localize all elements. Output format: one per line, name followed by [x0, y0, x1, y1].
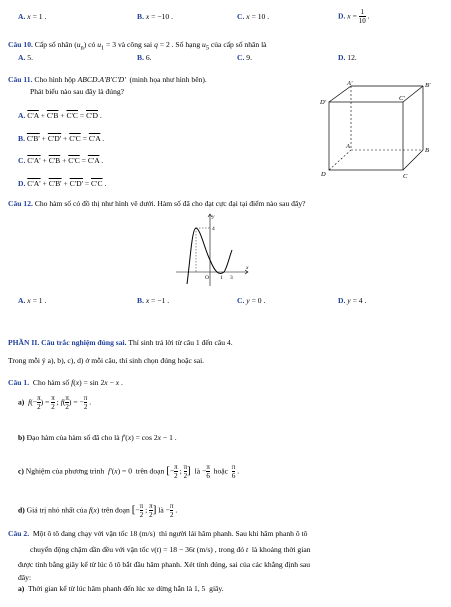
q11-option-b: B. C'B' + C'D' + C'C = C'A .	[18, 134, 105, 143]
origin-label: O	[205, 275, 209, 281]
label-d-prime: D'	[320, 99, 327, 106]
function-graph	[172, 210, 252, 288]
p2q2-line2: chuyển động chậm dần đều với vận tốc v(t) = 18 − 36t (m/s) , trong đó t là khoảng thời gian	[30, 545, 311, 554]
p2q1-d: d) Giá trị nhỏ nhất của f(x) trên đoạn [− $\frac{\pi}{2}$ ; $\frac{\pi}{2}$ ] là − $\frac{\pi}{2}$ .	[18, 502, 178, 519]
q9-option-c: C. x = 10 .	[237, 12, 270, 21]
q12-stem: Câu 12. Cho hàm số có đồ thị như hình vẽ dưới. Hàm số đã cho đạt cực đại tại điểm nào sau đây?	[8, 199, 306, 208]
part2-instruction: Trong mỗi ý a), b), c), d) ở mỗi câu, thí sinh chọn đúng hoặc sai.	[8, 356, 205, 365]
part2-title: PHẦN II. Câu trắc nghiệm đúng sai. Thí sinh trả lời từ câu 1 đến câu 4.	[8, 338, 233, 347]
label-a-prime: A'	[347, 80, 353, 87]
p2q1-c: c) Nghiệm của phương trình f'(x) = 0 trên đoạn [− $\frac{\pi}{2}$ ; $\frac{\pi}{2}$ ] là − $\frac{\pi}{6}$ hoặc $\frac{\pi}{6}$ .	[18, 463, 240, 480]
p2q1-stem: Câu 1. Cho hàm số f(x) = sin 2x − x .	[8, 378, 123, 387]
q11-stem-line2: Phát biểu nào sau đây là đúng?	[30, 87, 125, 96]
q9-option-a: A. x = 1 .	[18, 12, 47, 21]
p2q2-line1: Câu 2. Một ô tô đang chạy với vận tốc 18 (m/s) thì người lái hãm phanh. Sau khi hãm phanh ô tô	[8, 529, 308, 538]
label-b-prime: B'	[425, 82, 431, 89]
q12-option-d: D. y = 4 .	[338, 296, 367, 305]
q12-option-b: B. x = −1 .	[137, 296, 170, 305]
q9-option-b: B. x = −10 .	[137, 12, 174, 21]
label-c: C	[403, 173, 408, 180]
q9-option-d: D. x = $\frac{1}{10}$ .	[338, 8, 370, 25]
q12-option-a: A. x = 1 .	[18, 296, 47, 305]
q10-stem: Câu 10. Cấp số nhân $(u_n)$ có $u_1 = 3$ và công sai q = 2 . Số hạng $u_5$ của cấp số nhân là	[8, 40, 267, 52]
q11-option-a: A. C'A + C'B + C'C = C'D .	[18, 111, 102, 120]
parallelepiped-figure	[315, 80, 440, 182]
q11-option-d: D. C'A' + C'B' + C'D' = C'C .	[18, 179, 107, 188]
q10-option-b: B. 6.	[137, 53, 152, 62]
q10-option-a: A. 5.	[18, 53, 33, 62]
label-b: B	[425, 147, 429, 154]
q12-option-c: C. y = 0 .	[237, 296, 266, 305]
q10-option-c: C. 9.	[237, 53, 252, 62]
p2q1-b: b) Đạo hàm của hàm số đã cho là f'(x) = cos 2x − 1 .	[18, 433, 177, 442]
q11-option-c: C. C'A' + C'B + C'C = C'A .	[18, 156, 104, 165]
label-c-prime: C'	[399, 95, 405, 102]
label-d: D	[321, 171, 326, 178]
tick-1: 1	[220, 275, 223, 281]
q10-option-d: D. 12.	[338, 53, 357, 62]
y-axis-label: y	[212, 214, 215, 220]
tick-3: 3	[230, 275, 233, 281]
p2q2-a: a) Thời gian kể từ lúc hãm phanh đến lúc xe dừng hẳn là 1, 5 giây.	[18, 584, 224, 593]
p2q1-a: a) f(− $\frac{\pi}{2}$ ) = $\frac{\pi}{2}$ ; f( $\frac{\pi}{2}$ ) = − $\frac{\pi}{2}$ .	[18, 394, 92, 411]
q11-stem: Câu 11. Cho hình hộp ABCD.A'B'C'D' (minh họa như hình bên).	[8, 75, 207, 84]
p2q2-line4: đây:	[18, 573, 32, 582]
x-axis-label: x	[246, 265, 249, 271]
label-a: A	[346, 143, 350, 150]
tick-4: 4	[212, 226, 215, 232]
p2q2-line3: được tính bằng giây kể từ lúc ô tô bắt đầu hãm phanh. Xét tính đúng, sai của các khẳng định sau	[18, 560, 311, 569]
